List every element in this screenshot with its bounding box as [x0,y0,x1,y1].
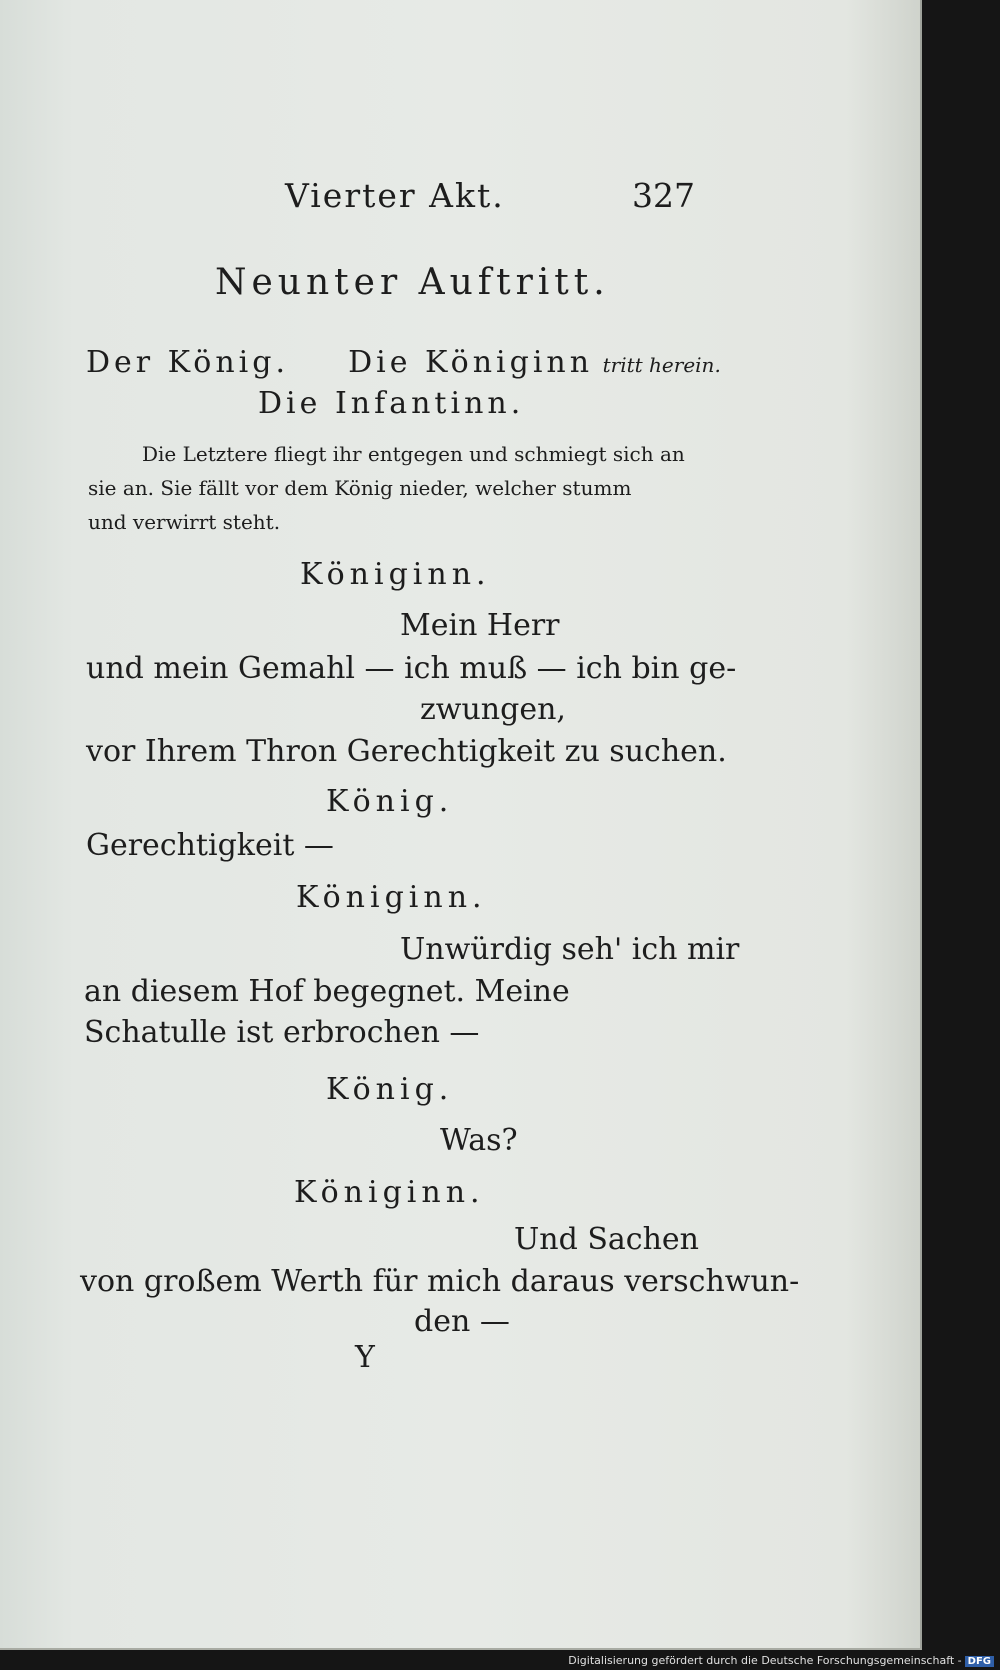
speaker-name: Königinn. [300,557,491,592]
person-infantinn: Die Infantinn. [258,386,525,421]
verse-line: Gerechtigkeit — [86,828,334,863]
stage-direction-line: und verwirrt steht. [88,510,281,534]
verse-line: vor Ihrem Thron Gerechtigkeit zu suchen. [86,734,727,769]
persons-line-2 [258,386,524,421]
verse-line: an diesem Hof begegnet. Meine [84,974,570,1009]
page-number: 327 [632,176,695,215]
speaker-name: König. [326,784,454,819]
dfg-logo: DFG [965,1656,994,1667]
verse-line: Was? [440,1123,518,1158]
stage-note-enters: tritt herein. [602,353,721,377]
verse-line: den — [414,1304,510,1339]
speaker-name: Königinn. [296,880,487,915]
running-head: Vierter Akt. [285,176,505,215]
stage-direction-line: Die Letztere fliegt ihr entgegen und schmiegt sich an [142,442,685,466]
verse-line: von großem Werth für mich daraus verschwun- [80,1264,800,1299]
scene-title: Neunter Auftritt. [215,262,610,303]
verse-line: Und Sachen [514,1222,699,1257]
stage-direction-line: sie an. Sie fällt vor dem König nieder, welcher stumm [88,476,632,500]
person-koenig: Der König. [86,345,290,380]
verse-line: und mein Gemahl — ich muß — ich bin ge- [86,651,737,686]
credit-text: Digitalisierung gefördert durch die Deutsche Forschungsgemeinschaft - [568,1654,962,1667]
verse-line: zwungen, [420,692,566,727]
verse-line: Schatulle ist erbrochen — [84,1015,480,1050]
speaker-name: Königinn. [294,1175,485,1210]
verse-line: Unwürdig seh' ich mir [400,932,740,967]
speaker-name: König. [326,1072,454,1107]
person-koeniginn: Die Königinn [348,345,594,380]
catchword: Y [355,1340,375,1375]
verse-line: Mein Herr [400,608,560,643]
persons-line-1 [86,345,721,380]
digitization-credit [568,1654,994,1667]
